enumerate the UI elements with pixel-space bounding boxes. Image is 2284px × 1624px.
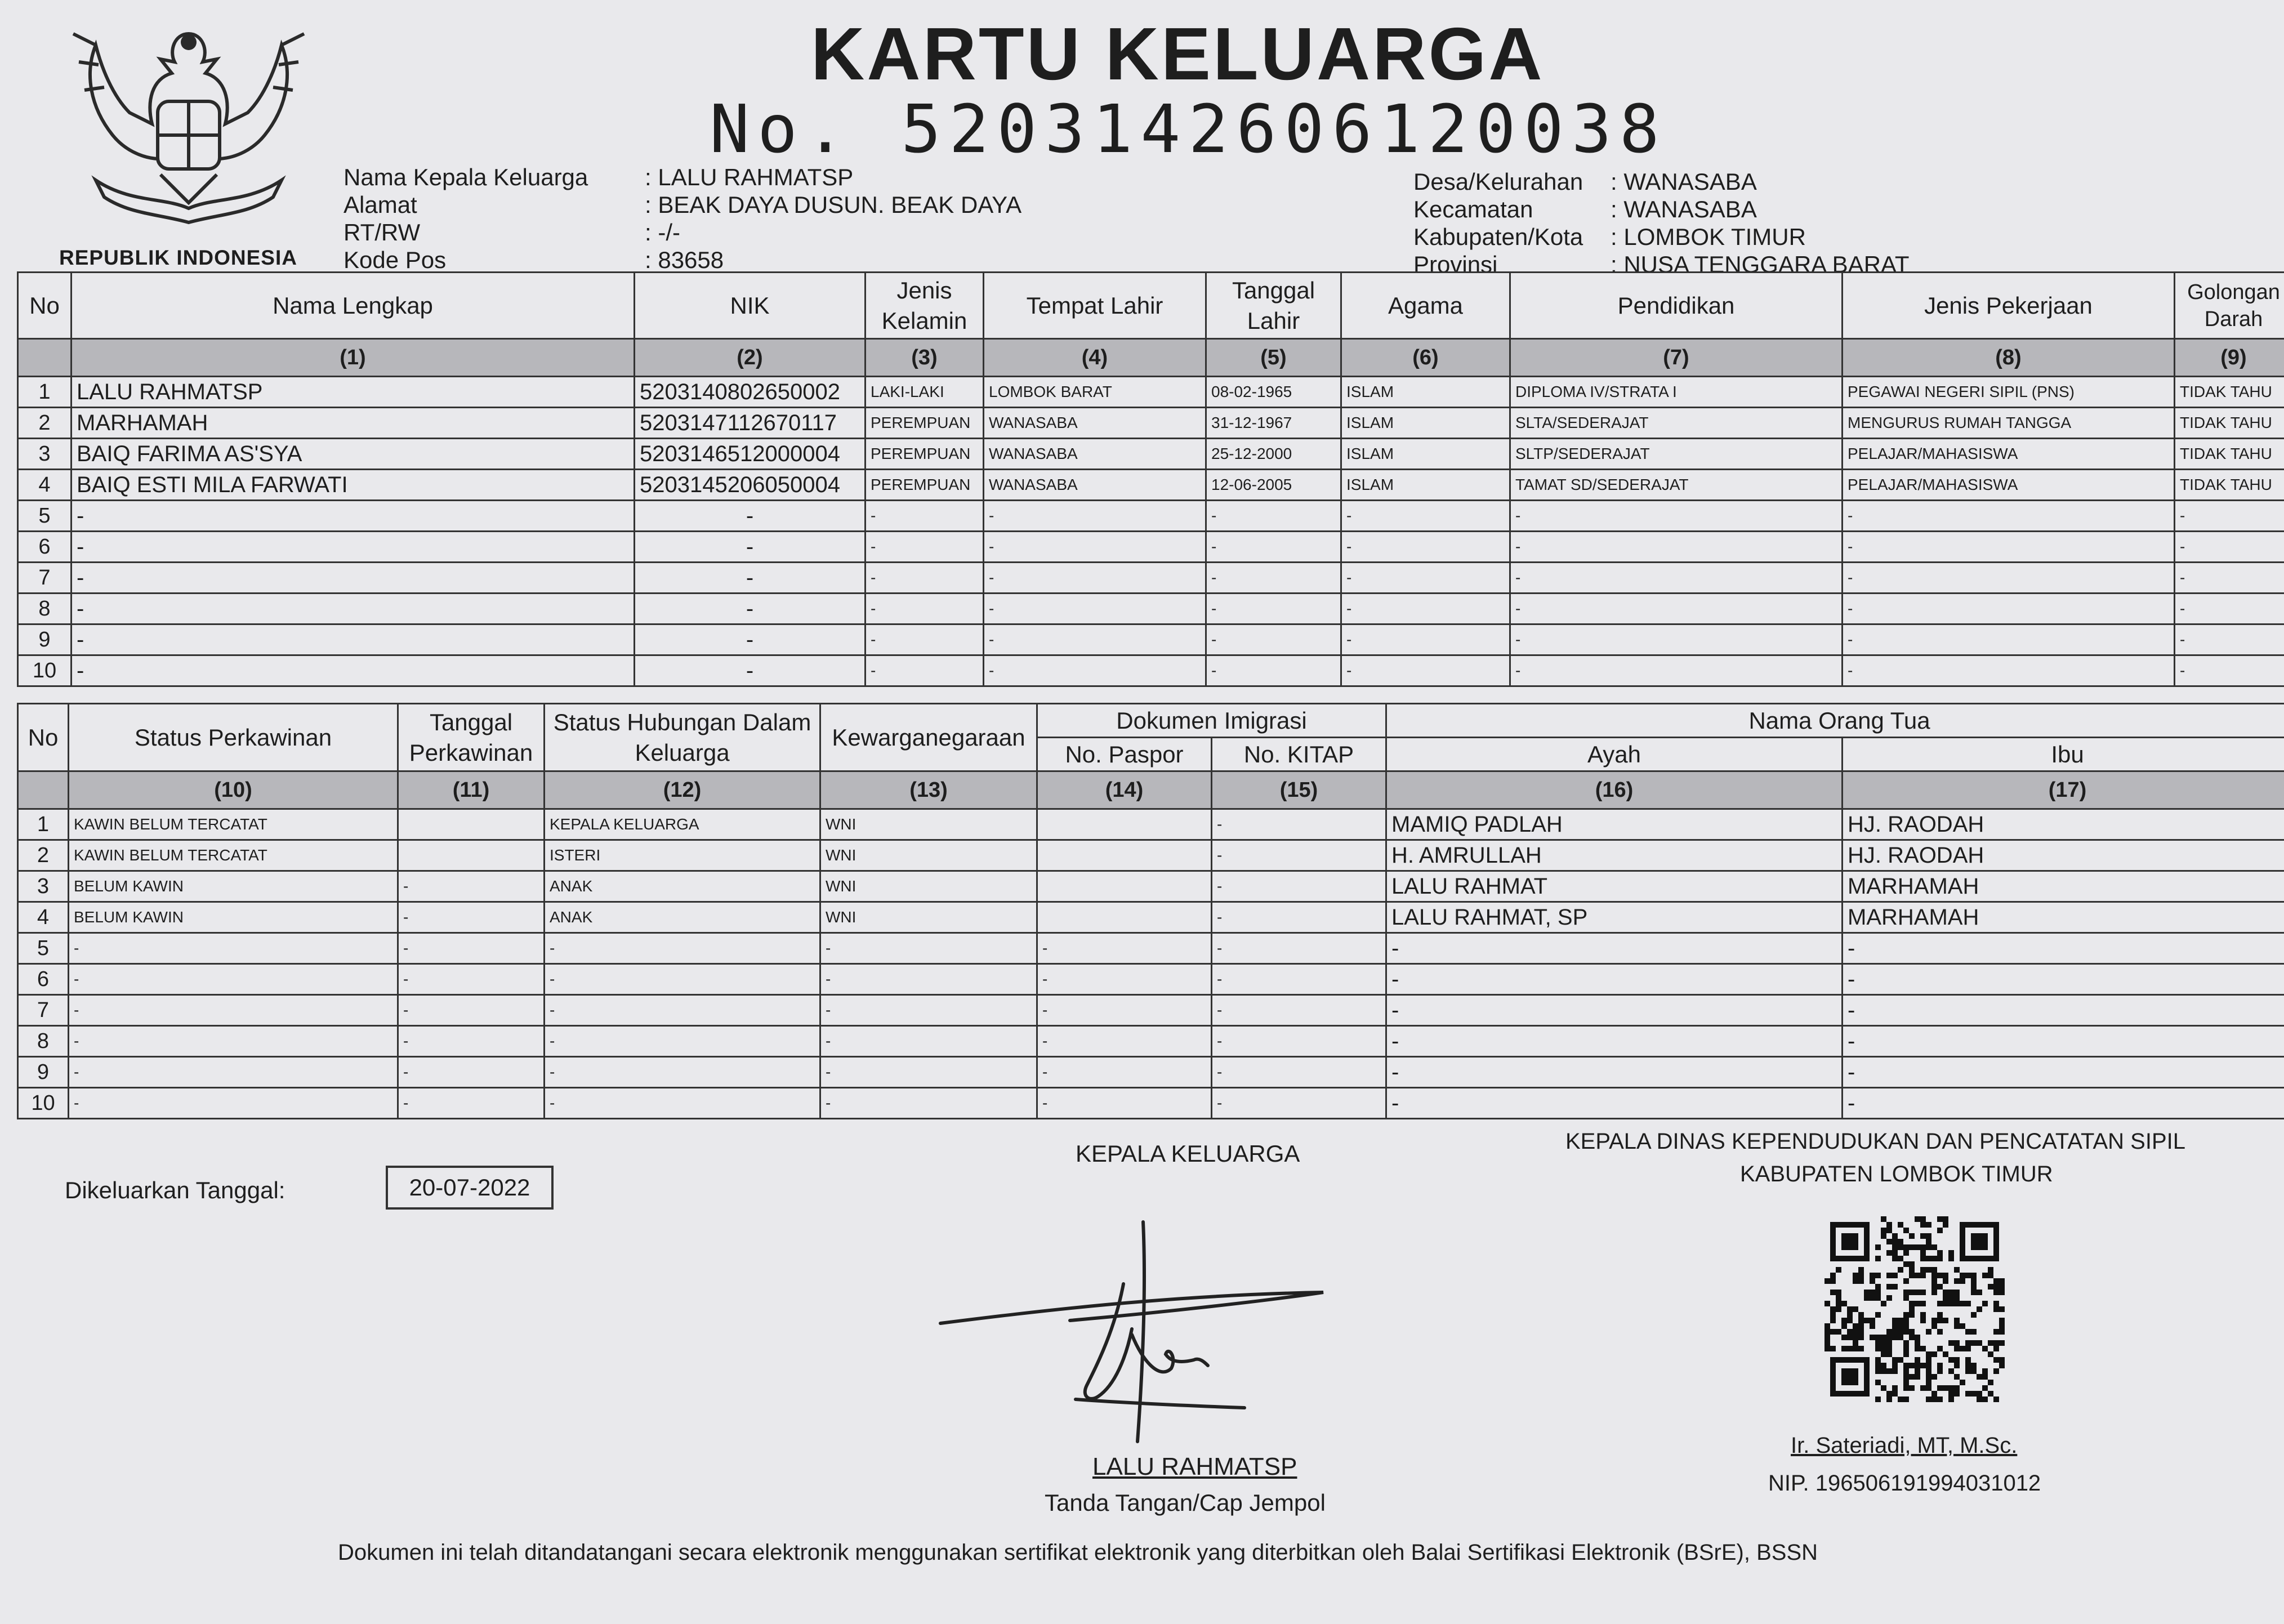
- status-row: [18, 995, 2284, 1026]
- table-cell: [398, 809, 545, 840]
- row-number: 5: [18, 501, 72, 532]
- col-number: (15): [1212, 771, 1386, 809]
- table-cell: -: [820, 1088, 1037, 1119]
- table-cell: -: [866, 563, 984, 594]
- table-cell: ISLAM: [1341, 377, 1510, 408]
- member-row: [18, 439, 2284, 470]
- table-cell: SLTP/SEDERAJAT: [1510, 439, 1843, 470]
- row-number: 6: [18, 964, 69, 995]
- table-cell: -: [1212, 871, 1386, 902]
- col-header-tanggal-perkawinan: Tanggal Perkawinan: [398, 704, 545, 771]
- table-cell: -: [820, 1057, 1037, 1088]
- table-cell: PEREMPUAN: [866, 439, 984, 470]
- row-number: 2: [18, 840, 69, 871]
- table-cell: PEREMPUAN: [866, 470, 984, 501]
- issued-date-label: Dikeluarkan Tanggal:: [65, 1177, 286, 1203]
- col-number: (1): [72, 339, 635, 377]
- table-cell: -: [1843, 594, 2175, 624]
- table-cell: -: [1843, 1088, 2284, 1119]
- table-cell: 5203146512000004: [635, 439, 866, 470]
- signer-name: LALU RAHMATSP: [1092, 1453, 1297, 1480]
- info-value: : NUSA TENGGARA BARAT: [1611, 251, 1910, 278]
- table-cell: -: [1037, 964, 1212, 995]
- table-cell: -: [2175, 532, 2284, 563]
- table-cell: -: [2175, 594, 2284, 624]
- col-header-status-hubungan: Status Hubungan Dalam Keluarga: [545, 704, 820, 771]
- table-cell: -: [1843, 532, 2175, 563]
- table-cell: -: [69, 1026, 398, 1057]
- col-header-pendidikan: Pendidikan: [1510, 273, 1843, 339]
- table-cell: TAMAT SD/SEDERAJAT: [1510, 470, 1843, 501]
- table-cell: [1037, 871, 1212, 902]
- table-cell: -: [984, 624, 1206, 655]
- table-cell: -: [1037, 1057, 1212, 1088]
- table-cell: -: [1341, 624, 1510, 655]
- table-cell: -: [635, 532, 866, 563]
- official-name: Ir. Sateriadi, MT, M.Sc.: [1791, 1433, 2018, 1458]
- row-number: 4: [18, 470, 72, 501]
- row-number: 8: [18, 1026, 69, 1057]
- table-cell: H. AMRULLAH: [1386, 840, 1843, 871]
- col-header-no-kitap: No. KITAP: [1212, 738, 1386, 771]
- table-cell: -: [1510, 501, 1843, 532]
- table-cell: -: [635, 501, 866, 532]
- document-title: KARTU KELUARGA: [811, 12, 1545, 95]
- table-cell: -: [69, 995, 398, 1026]
- table-cell: HJ. RAODAH: [1843, 840, 2284, 871]
- col-header-ayah: Ayah: [1386, 738, 1843, 771]
- table-cell: -: [1037, 1026, 1212, 1057]
- row-number: 1: [18, 809, 69, 840]
- status-row: [18, 809, 2284, 840]
- status-row: [18, 1088, 2284, 1119]
- table-cell: ISTERI: [545, 840, 820, 871]
- table-cell: TIDAK TAHU: [2175, 470, 2284, 501]
- status-row: [18, 1057, 2284, 1088]
- table-cell: -: [72, 532, 635, 563]
- table-cell: -: [635, 655, 866, 686]
- table-cell: PELAJAR/MAHASISWA: [1843, 439, 2175, 470]
- member-row: [18, 377, 2284, 408]
- signer-caption: Tanda Tangan/Cap Jempol: [1045, 1489, 1326, 1516]
- table-cell: -: [1212, 1088, 1386, 1119]
- col-number: (11): [398, 771, 545, 809]
- col-header-status-perkawinan: Status Perkawinan: [69, 704, 398, 771]
- col-header-nik: NIK: [635, 273, 866, 339]
- table-cell: LALU RAHMATSP: [72, 377, 635, 408]
- table-cell: -: [398, 995, 545, 1026]
- row-number: 7: [18, 995, 69, 1026]
- table-cell: -: [69, 1088, 398, 1119]
- table-cell: -: [545, 933, 820, 964]
- table-cell: -: [984, 563, 1206, 594]
- table-cell: [1037, 840, 1212, 871]
- col-number: (9): [2175, 339, 2284, 377]
- status-row: [18, 902, 2284, 933]
- col-number-blank: [18, 771, 69, 809]
- table-cell: -: [1843, 563, 2175, 594]
- col-header-no-paspor: No. Paspor: [1037, 738, 1212, 771]
- table-cell: -: [866, 532, 984, 563]
- table-cell: -: [2175, 624, 2284, 655]
- table-cell: -: [1386, 964, 1843, 995]
- table-cell: MARHAMAH: [72, 408, 635, 439]
- table-cell: [1037, 809, 1212, 840]
- table-cell: LALU RAHMAT, SP: [1386, 902, 1843, 933]
- info-value: : -/-: [645, 219, 680, 246]
- col-header-nama: Nama Lengkap: [72, 273, 635, 339]
- table-cell: 5203147112670117: [635, 408, 866, 439]
- table-cell: -: [1843, 1026, 2284, 1057]
- table-cell: -: [1843, 933, 2284, 964]
- member-row: [18, 624, 2284, 655]
- table-cell: -: [1843, 624, 2175, 655]
- table-cell: KAWIN BELUM TERCATAT: [69, 840, 398, 871]
- col-number: (4): [984, 339, 1206, 377]
- table-cell: [398, 840, 545, 871]
- table-cell: -: [1843, 964, 2284, 995]
- table-cell: ISLAM: [1341, 439, 1510, 470]
- table-cell: -: [984, 532, 1206, 563]
- table-cell: PEREMPUAN: [866, 408, 984, 439]
- official-title-line2: KABUPATEN LOMBOK TIMUR: [1740, 1162, 2053, 1186]
- table-cell: -: [1212, 902, 1386, 933]
- col-header-jenis-kelamin: Jenis Kelamin: [866, 273, 984, 339]
- table-cell: -: [1510, 655, 1843, 686]
- table-cell: -: [984, 655, 1206, 686]
- table-cell: -: [820, 995, 1037, 1026]
- table-cell: MENGURUS RUMAH TANGGA: [1843, 408, 2175, 439]
- table-cell: 12-06-2005: [1206, 470, 1341, 501]
- table-cell: -: [820, 933, 1037, 964]
- table-cell: -: [1341, 501, 1510, 532]
- table-cell: WNI: [820, 902, 1037, 933]
- table-cell: [1037, 902, 1212, 933]
- table-cell: -: [72, 624, 635, 655]
- info-value: : 83658: [645, 247, 724, 273]
- info-value: : WANASABA: [1611, 196, 1757, 222]
- info-value: : LALU RAHMATSP: [645, 164, 854, 190]
- status-row: [18, 1026, 2284, 1057]
- household-info-right: [1413, 168, 1910, 278]
- table-cell: TIDAK TAHU: [2175, 377, 2284, 408]
- status-row: [18, 871, 2284, 902]
- issued-date-value: 20-07-2022: [386, 1166, 554, 1210]
- table-cell: 25-12-2000: [1206, 439, 1341, 470]
- info-row-kepala: [344, 163, 1021, 191]
- table-cell: -: [1386, 1088, 1843, 1119]
- row-number: 9: [18, 624, 72, 655]
- garuda-emblem-icon: [62, 11, 315, 253]
- table-cell: -: [635, 624, 866, 655]
- table-cell: -: [1206, 655, 1341, 686]
- col-number: (12): [545, 771, 820, 809]
- col-number: (14): [1037, 771, 1212, 809]
- table-cell: WANASABA: [984, 439, 1206, 470]
- info-label: Kabupaten/Kota: [1413, 224, 1583, 250]
- info-row-kodepos: [344, 246, 1021, 274]
- table-cell: -: [72, 594, 635, 624]
- table-cell: WNI: [820, 809, 1037, 840]
- table-cell: -: [1212, 840, 1386, 871]
- table-cell: -: [1206, 532, 1341, 563]
- table-cell: -: [866, 655, 984, 686]
- row-number: 3: [18, 439, 72, 470]
- electronic-signature-disclaimer: Dokumen ini telah ditandatangani secara elektronik menggunakan sertifikat elektronik yang diterbitkan oleh Balai Sertifikasi Elektronik (BSrE), BSSN: [338, 1540, 1818, 1565]
- table-cell: -: [1212, 1026, 1386, 1057]
- row-number: 8: [18, 594, 72, 624]
- table-cell: MARHAMAH: [1843, 902, 2284, 933]
- table-cell: ANAK: [545, 871, 820, 902]
- table-cell: -: [72, 655, 635, 686]
- status-row: [18, 933, 2284, 964]
- table-cell: -: [635, 594, 866, 624]
- table-cell: LOMBOK BARAT: [984, 377, 1206, 408]
- col-number-blank: [18, 339, 72, 377]
- family-status-table: [17, 703, 2284, 1119]
- table-cell: BELUM KAWIN: [69, 871, 398, 902]
- table-cell: -: [1510, 624, 1843, 655]
- table-cell: TIDAK TAHU: [2175, 439, 2284, 470]
- info-value: : BEAK DAYA DUSUN. BEAK DAYA: [645, 191, 1022, 218]
- official-title-line1: KEPALA DINAS KEPENDUDUKAN DAN PENCATATAN SIPIL: [1565, 1129, 2186, 1154]
- table-cell: -: [1212, 964, 1386, 995]
- row-number: 4: [18, 902, 69, 933]
- table-cell: -: [984, 501, 1206, 532]
- table-cell: -: [1206, 501, 1341, 532]
- table-cell: -: [1206, 563, 1341, 594]
- member-row: [18, 501, 2284, 532]
- table-cell: -: [545, 964, 820, 995]
- table-cell: -: [545, 1088, 820, 1119]
- col-header-no: No: [18, 273, 72, 339]
- table-cell: -: [1212, 809, 1386, 840]
- row-number: 10: [18, 1088, 69, 1119]
- info-row-kabupaten: [1413, 223, 1910, 251]
- handwritten-signature: [929, 1216, 1335, 1458]
- table-cell: PEGAWAI NEGERI SIPIL (PNS): [1843, 377, 2175, 408]
- table-cell: SLTA/SEDERAJAT: [1510, 408, 1843, 439]
- info-label: Kode Pos: [344, 247, 447, 273]
- household-info-left: [344, 163, 1021, 274]
- table-cell: -: [1843, 501, 2175, 532]
- col-header-ibu: Ibu: [1843, 738, 2284, 771]
- col-header-tempat-lahir: Tempat Lahir: [984, 273, 1206, 339]
- table-cell: -: [398, 1057, 545, 1088]
- table-cell: -: [1386, 1057, 1843, 1088]
- info-row-rtrw: [344, 218, 1021, 246]
- member-row: [18, 532, 2284, 563]
- table-cell: -: [1341, 532, 1510, 563]
- col-header-no: No: [18, 704, 69, 771]
- info-row-kecamatan: [1413, 195, 1910, 223]
- col-number: (5): [1206, 339, 1341, 377]
- table-cell: -: [72, 501, 635, 532]
- table-cell: ANAK: [545, 902, 820, 933]
- table-cell: DIPLOMA IV/STRATA I: [1510, 377, 1843, 408]
- table-cell: TIDAK TAHU: [2175, 408, 2284, 439]
- table-cell: WANASABA: [984, 408, 1206, 439]
- table-cell: -: [1206, 624, 1341, 655]
- col-number: (2): [635, 339, 866, 377]
- row-number: 5: [18, 933, 69, 964]
- table-cell: -: [69, 1057, 398, 1088]
- col-number: (10): [69, 771, 398, 809]
- table-cell: -: [820, 964, 1037, 995]
- row-number: 1: [18, 377, 72, 408]
- table-cell: -: [545, 1026, 820, 1057]
- table-cell: ISLAM: [1341, 408, 1510, 439]
- table-cell: -: [1386, 995, 1843, 1026]
- table-cell: -: [72, 563, 635, 594]
- info-label: Kecamatan: [1413, 196, 1533, 222]
- table-cell: -: [635, 563, 866, 594]
- table-cell: WNI: [820, 871, 1037, 902]
- table-cell: -: [1037, 1088, 1212, 1119]
- col-number: (8): [1843, 339, 2175, 377]
- table-cell: -: [820, 1026, 1037, 1057]
- col-number: (6): [1341, 339, 1510, 377]
- col-number: (3): [866, 339, 984, 377]
- table-cell: -: [398, 1088, 545, 1119]
- table-cell: WANASABA: [984, 470, 1206, 501]
- row-number: 9: [18, 1057, 69, 1088]
- table-cell: ISLAM: [1341, 470, 1510, 501]
- kk-number: No. 5203142606120038: [710, 90, 1667, 168]
- table-cell: -: [1037, 933, 1212, 964]
- status-row: [18, 840, 2284, 871]
- table-cell: -: [1843, 1057, 2284, 1088]
- info-label: Nama Kepala Keluarga: [344, 164, 588, 190]
- table-cell: 5203140802650002: [635, 377, 866, 408]
- table-cell: -: [866, 624, 984, 655]
- row-number: 6: [18, 532, 72, 563]
- col-number: (16): [1386, 771, 1843, 809]
- col-header-agama: Agama: [1341, 273, 1510, 339]
- republik-indonesia-label: REPUBLIK INDONESIA: [59, 246, 297, 269]
- table-cell: PELAJAR/MAHASISWA: [1843, 470, 2175, 501]
- table-cell: -: [1037, 995, 1212, 1026]
- family-members-table: [17, 271, 2284, 687]
- table-cell: KEPALA KELUARGA: [545, 809, 820, 840]
- member-row: [18, 408, 2284, 439]
- col-header-kewarganegaraan: Kewarganegaraan: [820, 704, 1037, 771]
- member-row: [18, 655, 2284, 686]
- row-number: 3: [18, 871, 69, 902]
- col-header-tanggal-lahir: Tanggal Lahir: [1206, 273, 1341, 339]
- info-row-desa: [1413, 168, 1910, 195]
- table-cell: -: [398, 1026, 545, 1057]
- info-label: Desa/Kelurahan: [1413, 168, 1583, 195]
- table-cell: -: [1341, 563, 1510, 594]
- qr-code-icon: [1824, 1216, 2005, 1402]
- table-cell: BELUM KAWIN: [69, 902, 398, 933]
- table-cell: KAWIN BELUM TERCATAT: [69, 809, 398, 840]
- member-row: [18, 470, 2284, 501]
- table-cell: -: [1386, 1026, 1843, 1057]
- table-cell: -: [398, 933, 545, 964]
- table-cell: -: [1341, 655, 1510, 686]
- table-cell: BAIQ ESTI MILA FARWATI: [72, 470, 635, 501]
- table-cell: BAIQ FARIMA AS'SYA: [72, 439, 635, 470]
- table-cell: -: [1510, 594, 1843, 624]
- col-number: (13): [820, 771, 1037, 809]
- table-cell: -: [1341, 594, 1510, 624]
- row-number: 10: [18, 655, 72, 686]
- table-cell: 31-12-1967: [1206, 408, 1341, 439]
- table-cell: -: [984, 594, 1206, 624]
- table-cell: LALU RAHMAT: [1386, 871, 1843, 902]
- status-row: [18, 964, 2284, 995]
- table-cell: -: [1212, 1057, 1386, 1088]
- info-label: Alamat: [344, 191, 417, 218]
- table-cell: -: [69, 933, 398, 964]
- table-cell: -: [1386, 933, 1843, 964]
- table-cell: -: [398, 871, 545, 902]
- row-number: 7: [18, 563, 72, 594]
- table-cell: LAKI-LAKI: [866, 377, 984, 408]
- table-cell: WNI: [820, 840, 1037, 871]
- member-row: [18, 563, 2284, 594]
- table-cell: MARHAMAH: [1843, 871, 2284, 902]
- table-cell: -: [1212, 995, 1386, 1026]
- info-row-alamat: [344, 191, 1021, 218]
- col-header-pekerjaan: Jenis Pekerjaan: [1843, 273, 2175, 339]
- table-cell: 5203145206050004: [635, 470, 866, 501]
- col-number: (17): [1843, 771, 2284, 809]
- info-label: RT/RW: [344, 219, 421, 246]
- member-row: [18, 594, 2284, 624]
- table-cell: -: [398, 902, 545, 933]
- kepala-keluarga-label: KEPALA KELUARGA: [1076, 1140, 1300, 1167]
- info-value: : LOMBOK TIMUR: [1611, 224, 1806, 250]
- table-cell: -: [2175, 501, 2284, 532]
- table-cell: -: [1510, 563, 1843, 594]
- table-cell: -: [2175, 563, 2284, 594]
- info-label: Provinsi: [1413, 251, 1498, 278]
- table-cell: HJ. RAODAH: [1843, 809, 2284, 840]
- col-header-dokumen-imigrasi: Dokumen Imigrasi: [1037, 704, 1386, 738]
- table-cell: -: [1212, 933, 1386, 964]
- table-cell: -: [866, 594, 984, 624]
- col-header-golongan-darah: Golongan Darah: [2175, 273, 2284, 339]
- col-header-nama-orang-tua: Nama Orang Tua: [1386, 704, 2284, 738]
- table-cell: -: [2175, 655, 2284, 686]
- col-number: (7): [1510, 339, 1843, 377]
- table-cell: -: [545, 995, 820, 1026]
- table-cell: -: [866, 501, 984, 532]
- table-cell: -: [398, 964, 545, 995]
- table-cell: -: [1510, 532, 1843, 563]
- table-cell: -: [545, 1057, 820, 1088]
- row-number: 2: [18, 408, 72, 439]
- table-cell: -: [1843, 655, 2175, 686]
- official-nip: NIP. 196506191994031012: [1768, 1471, 2041, 1496]
- table-cell: -: [1206, 594, 1341, 624]
- table-cell: MAMIQ PADLAH: [1386, 809, 1843, 840]
- table-cell: -: [1843, 995, 2284, 1026]
- table-cell: -: [69, 964, 398, 995]
- table-cell: 08-02-1965: [1206, 377, 1341, 408]
- info-value: : WANASABA: [1611, 168, 1757, 195]
